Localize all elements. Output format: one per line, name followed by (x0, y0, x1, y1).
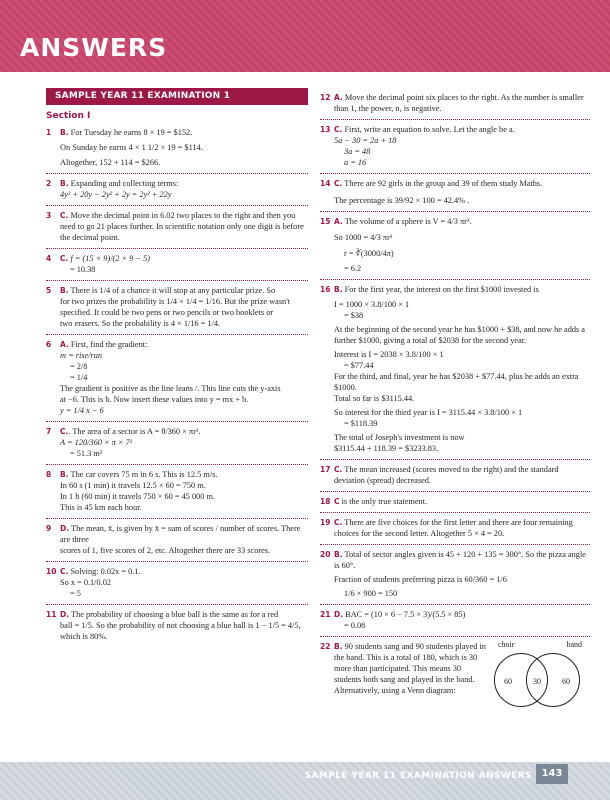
answer-choice: C. (334, 518, 343, 527)
answer-text: = 1/4 (70, 373, 88, 382)
venn-label-band: band (566, 640, 582, 649)
answer-text: The probability of choosing a blue ball is the same as for a red (71, 610, 279, 619)
answer-text: First, write an equation to solve. Let the angle be a. (344, 125, 515, 134)
answer-number: 14 (320, 179, 331, 188)
answer-15 (320, 212, 590, 280)
answer-text: f = (15 × 9)/(2 × 9 − 5) (70, 254, 150, 263)
answer-text: This is 45 km each hour. (60, 503, 142, 512)
answer-text: At the beginning of the second year he has $1000 + $38, and now he adds a further $1000, giving a total of $2038 for the second year. (334, 325, 585, 345)
answer-text: Solving: 0.02x = 0.1. (70, 567, 141, 576)
answer-14 (320, 174, 590, 212)
venn-value-band-only: 60 (562, 677, 570, 686)
answer-text: First, find the gradient: (70, 340, 148, 349)
answer-choice: B. (60, 128, 69, 137)
answer-choice: B. (334, 285, 343, 294)
answer-text: m = rise/run (60, 351, 103, 360)
answer-text: Interest is I = 2038 × 3.8/100 × 1 (334, 350, 444, 359)
left-column (46, 88, 308, 647)
answer-16 (320, 280, 590, 460)
answer-number: 9 (46, 524, 52, 533)
answer-text: = 5 (70, 589, 81, 598)
answer-text: = 6.2 (344, 264, 362, 273)
answer-number: 10 (46, 567, 57, 576)
answer-text: Fraction of students preferring pizza is 60/360 = 1/6 (334, 575, 507, 584)
answer-number: 16 (320, 285, 331, 294)
answer-text: On Sunday he earns 4 × 1 1/2 × 19 = $114. (60, 143, 203, 152)
answer-number: 5 (46, 286, 52, 295)
answer-choice: C. (334, 179, 343, 188)
answer-10 (46, 562, 308, 605)
answer-text: 3a = 48 (344, 147, 371, 156)
venn-label-choir: choir (498, 640, 515, 649)
answer-number: 19 (320, 518, 331, 527)
answer-8 (46, 465, 308, 519)
answer-text: For Tuesday he earns 8 × 19 = $152. (70, 128, 193, 137)
answer-number: 15 (320, 217, 331, 226)
answer-text: In 60 s (1 min) it travels 12.5 × 60 = 750 m. (60, 481, 206, 490)
answer-4 (46, 249, 308, 281)
answer-choice: C. (60, 254, 69, 263)
answer-choice: A. (334, 93, 343, 102)
answer-6 (46, 335, 308, 422)
answer-text: ball = 1/5. So the probability of not choosing a blue ball is 1 − 1/5 = 4/5, (60, 621, 301, 630)
answer-choice: B. (334, 642, 343, 651)
answer-text: The gradient is positive as the line leans /. This line cuts the y-axis (60, 384, 281, 393)
answer-number: 6 (46, 340, 52, 349)
answer-text: = $38 (344, 311, 364, 320)
answer-number: 12 (320, 93, 331, 102)
answer-number: 3 (46, 211, 52, 220)
answer-text: Total so far is $3115.44. (334, 394, 415, 403)
answer-text: = $118.39 (344, 419, 378, 428)
answer-number: 22 (320, 642, 331, 651)
answer-text: Altogether, 152 + 114 = $266. (60, 158, 161, 167)
answer-text: r = ∛(3000/4π) (344, 249, 394, 258)
section-title: SAMPLE YEAR 11 EXAMINATION 1 (46, 88, 308, 105)
answer-text: Expanding and collecting terms: (70, 179, 179, 188)
answer-text: is the only true statement. (341, 497, 428, 506)
answer-text: y = 1/4 x − 6 (60, 406, 104, 415)
answer-text: scores of 1, five scores of 2, etc. Altogether there are 33 scores. (60, 546, 271, 555)
answer-text: The mean, x̄, is given by x̄ = sum of scores / number of scores. There are three (60, 524, 301, 544)
answer-choice: C. (334, 465, 343, 474)
answer-text: . The area of a sector is A = θ/360 × πr². (68, 427, 201, 436)
answer-choice: B. (60, 286, 69, 295)
answer-7 (46, 422, 308, 465)
answer-9 (46, 519, 308, 562)
answer-text: For the first year, the interest on the first $1000 invested is (344, 285, 539, 294)
answer-text: which is 80%. (60, 632, 108, 641)
answer-choice: A. (60, 340, 69, 349)
answer-text: The car covers 75 m in 6 s. This is 12.5 m/s. (70, 470, 218, 479)
answer-text: I = 1000 × 3.8/100 × 1 (334, 300, 410, 309)
answer-choice: B. (334, 550, 343, 559)
answer-21 (320, 605, 590, 637)
answer-text: The percentage is 39/92 × 100 = 42.4% . (334, 196, 470, 205)
answer-text: So interest for the third year is I = 3115.44 × 3.8/100 × 1 (334, 408, 523, 417)
answer-2 (46, 174, 308, 206)
answer-text: 1/6 × 900 = 150 (344, 589, 398, 598)
answer-choice: D. (60, 610, 70, 619)
footer-title: SAMPLE YEAR 11 EXAMINATION ANSWERS (304, 771, 532, 781)
venn-value-choir-only: 60 (504, 677, 512, 686)
answer-text: BAC = (10 × 6 − 7.5 × 3)/(5.5 × 85) (345, 610, 466, 619)
answer-text: For the third, and final, year he has $2038 + $77.44, plus he adds an extra $1000. (334, 372, 579, 392)
answer-number: 8 (46, 470, 52, 479)
answer-text: The mean increased (scores moved to the right) and the standard deviation (spread) decreased. (334, 465, 559, 485)
answer-text: There are five choices for the first letter and there are four remaining choices for the second letter. Altogether 5 × 4 = 20. (334, 518, 573, 538)
answer-text: 5a − 30 = 2a + 18 (334, 136, 397, 145)
answer-choice: D. (334, 610, 344, 619)
answer-number: 17 (320, 465, 331, 474)
answer-text: a = 16 (344, 158, 367, 167)
answer-text: two erasers. So the probability is 4 × 1/16 = 1/4. (60, 319, 221, 328)
section-subtitle: Section I (46, 111, 91, 121)
answer-text: $3115.44 + 118.39 = $3233.83. (334, 444, 439, 453)
answer-text: = 51.3 m² (70, 449, 103, 458)
answer-3 (46, 206, 308, 249)
footer-band (0, 762, 610, 800)
answer-choice: D. (60, 524, 70, 533)
answer-text: So 1000 = 4/3 πr³ (334, 233, 393, 242)
answer-text: 90 students sang and 90 students played in the band. This is a total of 180, which is 30 more than participated. This means 30 students both sang and played in the band. Alternatively, using a Venn diagram: (334, 642, 486, 695)
answer-number: 13 (320, 125, 331, 134)
answer-text: Move the decimal point in 6.02 two places to the right and then you need to go 21 places further. In scientific notation only one digit is before the decimal point. (60, 211, 304, 242)
answer-17 (320, 460, 590, 492)
answer-choice: C. (60, 427, 69, 436)
answer-18 (320, 492, 590, 513)
venn-value-both: 30 (533, 677, 541, 686)
answer-5 (46, 281, 308, 335)
answer-choice: B. (60, 179, 69, 188)
answer-text: at −6. This is b. Now insert these values into y = mx + b. (60, 395, 249, 404)
answer-13 (320, 120, 590, 174)
answer-number: 20 (320, 550, 331, 559)
answer-text: So x = 0.1/0.02 (60, 578, 112, 587)
answer-20 (320, 545, 590, 605)
answer-text: = 0.08 (344, 621, 366, 630)
answer-text: = $77.44 (344, 361, 374, 370)
answer-text: = 10.38 (70, 265, 96, 274)
answer-choice: C (334, 497, 340, 506)
answer-12 (320, 88, 590, 120)
answer-number: 1 (46, 128, 52, 137)
answer-text: The volume of a sphere is V = 4/3 πr³. (344, 217, 472, 226)
answer-number: 11 (46, 610, 57, 619)
answer-choice: A. (334, 217, 343, 226)
answer-text: There is 1/4 of a chance it will stop at any particular prize. So (70, 286, 276, 295)
answer-text: In 1 h (60 min) it travels 750 × 60 = 45 000 m. (60, 492, 215, 501)
answer-text: A = 120/360 × π × 7² (60, 438, 133, 447)
answer-11 (46, 605, 308, 647)
venn-diagram (490, 639, 586, 719)
answer-number: 4 (46, 254, 52, 263)
answer-19 (320, 513, 590, 545)
right-column (320, 88, 590, 721)
answer-choice: C. (334, 125, 343, 134)
answer-choice: B. (60, 470, 69, 479)
answer-number: 18 (320, 497, 331, 506)
answer-text: specified. It could be two pens or two pencils or two booklets or (60, 308, 274, 317)
page-number: 143 (536, 764, 568, 784)
page-title: ANSWERS (20, 33, 168, 62)
answer-text: for two prizes the probability is 1/4 × 1/4 = 1/16. But the prize wasn't (60, 297, 290, 306)
answer-text: Move the decimal point six places to the right. As the number is smaller than 1, the power, n, is negative. (334, 93, 584, 113)
answer-1 (46, 123, 308, 174)
answer-choice: C. (60, 567, 69, 576)
answer-22 (320, 637, 590, 721)
answer-text: Total of sector angles given is 45 + 120 + 135 = 300°. So the pizza angle is 60°. (334, 550, 586, 570)
answer-choice: C. (60, 211, 69, 220)
answer-number: 2 (46, 179, 52, 188)
answer-text: There are 92 girls in the group and 39 of them study Maths. (344, 179, 543, 188)
answer-text: The total of Joseph's investment is now (334, 433, 465, 442)
answer-number: 21 (320, 610, 331, 619)
answer-text: 4y² + 20y − 2y² + 2y = 2y² + 22y (60, 190, 172, 199)
answer-text: = 2/8 (70, 362, 88, 371)
answer-number: 7 (46, 427, 52, 436)
